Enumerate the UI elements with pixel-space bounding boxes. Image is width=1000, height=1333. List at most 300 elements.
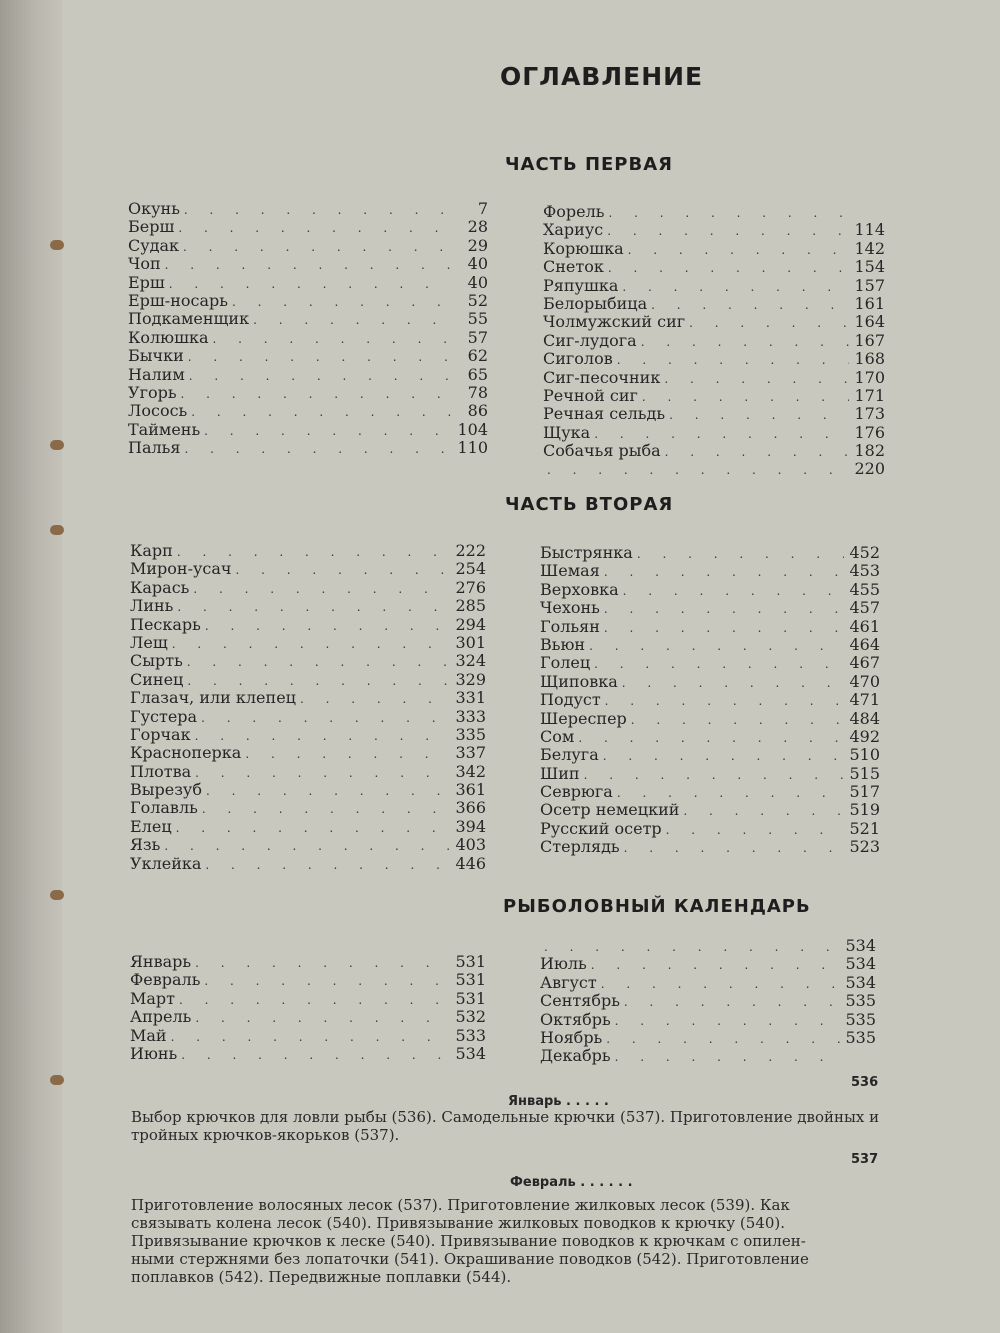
dot-leader xyxy=(611,1048,840,1066)
toc-entry xyxy=(543,295,885,313)
dot-leader xyxy=(228,293,452,311)
entry-title: Шип xyxy=(540,763,580,783)
entry-page-number: 484 xyxy=(849,708,880,728)
entry-title: Колюшка xyxy=(128,327,209,347)
entry-page-number: 515 xyxy=(849,763,880,783)
calendar-left-column xyxy=(130,953,486,1063)
entry-title: Мирон-усач xyxy=(130,559,232,579)
entry-title: Февраль xyxy=(130,970,201,990)
dot-leader xyxy=(605,204,850,222)
toc-entry xyxy=(128,237,488,255)
dot-leader xyxy=(185,367,452,385)
binding-stitch xyxy=(50,440,64,450)
entry-title: Горчак xyxy=(130,724,191,744)
entry-page-number: 110 xyxy=(457,438,488,458)
entry-title: Таймень xyxy=(128,419,201,439)
toc-entry xyxy=(540,974,876,992)
entry-title: Шереспер xyxy=(540,708,627,728)
toc-entry xyxy=(128,218,488,236)
entry-title: Бычки xyxy=(128,346,184,366)
entry-title: Подкаменщик xyxy=(128,309,250,329)
entry-page-number: 453 xyxy=(849,561,880,581)
toc-entry xyxy=(130,1008,486,1026)
entry-title: Белорыбица xyxy=(543,293,648,313)
dot-leader xyxy=(241,745,450,763)
entry-page-number: 464 xyxy=(849,634,880,654)
entry-title: Русский осетр xyxy=(540,818,662,838)
entry-page-number: 86 xyxy=(467,401,488,421)
entry-page-number: 535 xyxy=(845,991,876,1011)
binding-stitch xyxy=(50,525,64,535)
entry-title: Апрель xyxy=(130,1007,192,1027)
entry-page-number: 361 xyxy=(455,780,486,800)
toc-entry xyxy=(540,710,880,728)
part1-right-column xyxy=(543,203,885,479)
toc-entry xyxy=(128,329,488,347)
entry-title: Форель xyxy=(543,202,605,221)
dot-leader xyxy=(633,545,844,563)
toc-entry xyxy=(540,728,880,746)
entry-page-number: 222 xyxy=(455,541,486,560)
entry-page-number: 333 xyxy=(455,706,486,726)
toc-entry xyxy=(128,292,488,310)
toc-entry xyxy=(540,992,876,1010)
dot-leader xyxy=(177,385,452,403)
entry-title: Гольян xyxy=(540,616,600,636)
entry-title: Речная сельдь xyxy=(543,404,666,424)
entry-page-number: 52 xyxy=(467,290,488,310)
dot-leader xyxy=(183,653,450,671)
entry-title: Вырезуб xyxy=(130,780,202,800)
calendar-right-column xyxy=(540,937,876,1066)
toc-entry xyxy=(540,581,880,599)
toc-entry xyxy=(130,744,486,762)
toc-entry xyxy=(130,781,486,799)
entry-page-number: 7 xyxy=(477,199,488,218)
toc-entry xyxy=(540,783,880,801)
toc-entry xyxy=(130,971,486,989)
toc-entry xyxy=(130,953,486,971)
dot-leader xyxy=(600,619,844,637)
dot-leader xyxy=(202,782,450,800)
entry-title: Плотва xyxy=(130,761,192,781)
toc-entry xyxy=(130,597,486,615)
entry-title: Палья xyxy=(128,438,181,458)
entry-page-number: 335 xyxy=(455,724,486,744)
dot-leader xyxy=(619,582,844,600)
dot-leader xyxy=(177,1046,450,1064)
entry-page-number: 114 xyxy=(854,220,885,240)
toc-entry xyxy=(540,544,880,562)
entry-page-number: 534 xyxy=(845,972,876,992)
entry-title: Подуст xyxy=(540,690,601,710)
dot-leader xyxy=(200,972,450,990)
entry-title: Белуга xyxy=(540,745,599,765)
dot-leader xyxy=(191,1009,450,1027)
entry-title: Ряпушка xyxy=(543,275,619,295)
february-heading xyxy=(510,1175,633,1190)
entry-title: Стерлядь xyxy=(540,837,620,857)
toc-entry xyxy=(130,763,486,781)
toc-entry xyxy=(543,442,885,460)
toc-entry xyxy=(130,579,486,597)
entry-page-number: 324 xyxy=(455,651,486,671)
part2-left-column xyxy=(130,542,486,873)
entry-page-number: 535 xyxy=(845,1009,876,1029)
entry-title: Щука xyxy=(543,422,591,442)
part2-title: ЧАСТЬ ВТОРАЯ xyxy=(505,494,674,515)
entry-page-number: 65 xyxy=(467,364,488,384)
binding-stitch xyxy=(50,240,64,250)
entry-page-number: 168 xyxy=(854,349,885,369)
entry-page-number: 78 xyxy=(467,382,488,402)
dot-leader xyxy=(599,747,844,765)
entry-title: Синец xyxy=(130,669,184,689)
entry-title: Чолмужский сиг xyxy=(543,312,686,332)
toc-entry xyxy=(540,955,876,973)
dot-leader xyxy=(198,800,450,818)
entry-page-number: 342 xyxy=(455,761,486,781)
entry-page-number: 519 xyxy=(849,800,880,820)
entry-title: Чехонь xyxy=(540,598,600,618)
dot-leader xyxy=(168,635,450,653)
toc-entry xyxy=(540,654,880,672)
toc-entry xyxy=(540,1029,876,1047)
entry-page-number: 533 xyxy=(455,1025,486,1045)
dot-leader xyxy=(161,256,452,274)
toc-entry xyxy=(543,313,885,331)
toc-entry xyxy=(540,636,880,654)
entry-page-number: 366 xyxy=(455,798,486,818)
toc-entry xyxy=(128,255,488,273)
toc-entry xyxy=(130,836,486,854)
entry-page-number: 329 xyxy=(455,669,486,689)
february-text-line: Приготовление волосяных лесок (537). Приготовление жилковых лесок (539). Как xyxy=(131,1196,790,1214)
toc-entry xyxy=(543,424,885,442)
entry-page-number: 170 xyxy=(854,367,885,387)
dot-leader xyxy=(197,709,450,727)
toc-entry xyxy=(543,405,885,423)
entry-title: Вьюн xyxy=(540,634,586,654)
toc-entry xyxy=(543,369,885,387)
entry-page-number: 492 xyxy=(849,726,880,746)
entry-title: Ерш xyxy=(128,272,165,292)
toc-entry xyxy=(130,990,486,1008)
entry-title: Январь xyxy=(130,952,192,971)
entry-page-number: 455 xyxy=(849,579,880,599)
entry-page-number: 461 xyxy=(849,616,880,636)
toc-entry xyxy=(540,691,880,709)
entry-page-number: 285 xyxy=(455,596,486,616)
entry-page-number: 535 xyxy=(845,1027,876,1047)
toc-entry xyxy=(128,402,488,420)
dot-leader xyxy=(543,461,849,479)
dot-leader xyxy=(249,311,452,329)
entry-page-number: 28 xyxy=(467,217,488,237)
book-gutter xyxy=(0,0,62,1333)
february-text-line: поплавков (542). Передвижные поплавки (544). xyxy=(131,1268,512,1286)
part1-left-column xyxy=(128,200,488,457)
entry-page-number: 276 xyxy=(455,577,486,597)
entry-title: Август xyxy=(540,972,597,992)
february-text-line: связывать колена лесок (540). Привязывание жилковых поводков к крючку (540). xyxy=(131,1214,786,1232)
toc-entry xyxy=(543,387,885,405)
dot-leader xyxy=(191,954,450,972)
toc-entry xyxy=(128,366,488,384)
toc-entry xyxy=(540,1047,876,1065)
toc-entry xyxy=(128,310,488,328)
entry-page-number: 55 xyxy=(467,309,488,329)
entry-title: Голец xyxy=(540,653,591,673)
toc-entry xyxy=(130,634,486,652)
binding-stitch xyxy=(50,890,64,900)
entry-page-number: 29 xyxy=(467,235,488,255)
toc-entry xyxy=(130,689,486,707)
entry-page-number: 254 xyxy=(455,559,486,579)
entry-title: Щиповка xyxy=(540,671,618,691)
toc-entry xyxy=(543,203,885,221)
february-text xyxy=(131,1196,891,1286)
february-text-line: ными стержнями без лопаточки (541). Окрашивание поводков (542). Приготовление xyxy=(131,1250,809,1268)
dot-leader xyxy=(597,975,840,993)
dot-leader xyxy=(172,819,450,837)
toc-entry xyxy=(540,801,880,819)
dot-leader xyxy=(209,330,452,348)
entry-page-number: 171 xyxy=(854,385,885,405)
dot-leader: . . . . . xyxy=(561,1094,609,1109)
dot-leader xyxy=(637,333,849,351)
dot-leader xyxy=(201,617,450,635)
toc-entry xyxy=(130,1027,486,1045)
entry-title: Ерш-носарь xyxy=(128,290,228,310)
entry-title: Уклейка xyxy=(130,853,202,873)
toc-entry xyxy=(543,332,885,350)
entry-title: Судак xyxy=(128,235,180,255)
entry-page-number: 510 xyxy=(849,745,880,765)
entry-title: Карп xyxy=(130,541,173,560)
entry-title: Сом xyxy=(540,726,575,746)
entry-page-number: 62 xyxy=(467,346,488,366)
entry-title: Пескарь xyxy=(130,614,201,634)
entry-title: Хариус xyxy=(543,220,604,240)
entry-page-number: 40 xyxy=(467,272,488,292)
entry-page-number: 154 xyxy=(854,257,885,277)
dot-leader xyxy=(660,370,849,388)
dot-leader xyxy=(590,655,844,673)
toc-entry xyxy=(540,618,880,636)
entry-title: Сиголов xyxy=(543,349,613,369)
dot-leader xyxy=(620,839,844,857)
toc-entry xyxy=(130,560,486,578)
dot-leader xyxy=(174,219,452,237)
dot-leader xyxy=(201,856,450,874)
dot-leader xyxy=(600,563,844,581)
toc-entry xyxy=(543,277,885,295)
entry-page-number: 531 xyxy=(455,970,486,990)
toc-entry xyxy=(543,221,885,239)
toc-entry xyxy=(543,460,885,478)
entry-title: Июль xyxy=(540,954,587,974)
toc-entry xyxy=(128,384,488,402)
entry-title: Севрюга xyxy=(540,782,613,802)
entry-page-number: 403 xyxy=(455,835,486,855)
entry-page-number: 294 xyxy=(455,614,486,634)
toc-entry xyxy=(130,855,486,873)
calendar-title: РЫБОЛОВНЫЙ КАЛЕНДАРЬ xyxy=(503,896,811,917)
entry-title: Сентябрь xyxy=(540,991,620,1011)
entry-page-number: 173 xyxy=(854,404,885,424)
entry-page-number: 523 xyxy=(849,837,880,857)
toc-entry xyxy=(128,200,488,218)
entry-page-number: 534 xyxy=(845,936,876,955)
dot-leader xyxy=(685,314,849,332)
entry-title: Красноперка xyxy=(130,743,242,763)
dot-leader xyxy=(620,993,840,1011)
entry-page-number: 167 xyxy=(854,330,885,350)
entry-page-number: 534 xyxy=(845,954,876,974)
toc-entry xyxy=(543,350,885,368)
dot-leader xyxy=(602,1030,840,1048)
entry-title: Сиг-лудога xyxy=(543,330,637,350)
toc-entry xyxy=(540,765,880,783)
toc-entry xyxy=(540,562,880,580)
entry-title: Налим xyxy=(128,364,185,384)
toc-entry xyxy=(128,347,488,365)
part1-title: ЧАСТЬ ПЕРВАЯ xyxy=(505,154,674,175)
entry-title: Осетр немецкий xyxy=(540,800,680,820)
entry-title: Глазач, или клепец xyxy=(130,688,296,708)
entry-title: Язь xyxy=(130,835,161,855)
dot-leader xyxy=(580,766,844,784)
entry-page-number: 176 xyxy=(854,422,885,442)
toc-entry xyxy=(128,274,488,292)
toc-entry xyxy=(130,1045,486,1063)
dot-leader xyxy=(601,692,844,710)
entry-title: Лосось xyxy=(128,401,188,421)
entry-page-number: 521 xyxy=(849,818,880,838)
entry-title: Окунь xyxy=(128,199,180,218)
dot-leader xyxy=(627,711,844,729)
entry-page-number: 220 xyxy=(854,459,885,479)
entry-page-number: 446 xyxy=(455,853,486,873)
dot-leader xyxy=(613,351,849,369)
dot-leader xyxy=(180,440,452,458)
entry-page-number: 531 xyxy=(455,988,486,1008)
dot-leader xyxy=(179,238,452,256)
toc-entry xyxy=(130,652,486,670)
dot-leader xyxy=(679,802,844,820)
entry-page-number: 471 xyxy=(849,690,880,710)
toc-entry xyxy=(130,799,486,817)
entry-title: Корюшка xyxy=(543,238,624,258)
dot-leader xyxy=(231,561,450,579)
dot-leader xyxy=(167,1028,450,1046)
january-text: Выбор крючков для ловли рыбы (536). Самодельные крючки (537). Приготовление двойных и тройных крючков-якорьков (537). xyxy=(131,1108,880,1144)
dot-leader xyxy=(618,278,849,296)
dot-leader xyxy=(296,690,450,708)
dot-leader xyxy=(187,403,452,421)
entry-title: Карась xyxy=(130,577,190,597)
entry-title: Май xyxy=(130,1025,167,1045)
entry-title: Густера xyxy=(130,706,198,726)
entry-page-number: 534 xyxy=(455,1043,486,1063)
dot-leader xyxy=(600,600,844,618)
entry-title: Июнь xyxy=(130,1043,178,1063)
toc-entry xyxy=(130,708,486,726)
january-heading-label: Январь xyxy=(508,1094,562,1109)
entry-page-number: 452 xyxy=(849,543,880,562)
dot-leader xyxy=(638,388,849,406)
dot-leader xyxy=(661,443,849,461)
toc-entry xyxy=(540,599,880,617)
entry-title: Голавль xyxy=(130,798,198,818)
entry-title: Собачья рыба xyxy=(543,441,661,461)
dot-leader xyxy=(587,956,840,974)
dot-leader xyxy=(624,241,849,259)
january-page-number: 536 xyxy=(851,1075,879,1090)
toc-entry xyxy=(130,818,486,836)
binding-stitch xyxy=(50,1075,64,1085)
entry-title: Елец xyxy=(130,816,172,836)
entry-page-number: 467 xyxy=(849,653,880,673)
dot-leader xyxy=(180,201,452,219)
entry-title: Лещ xyxy=(130,632,168,652)
entry-page-number: 104 xyxy=(457,419,488,439)
toc-entry xyxy=(540,746,880,764)
entry-page-number: 161 xyxy=(854,293,885,313)
dot-leader xyxy=(160,837,450,855)
entry-page-number: 182 xyxy=(854,441,885,461)
entry-title: Шемая xyxy=(540,561,600,581)
toc-entry xyxy=(540,820,880,838)
entry-page-number: 331 xyxy=(455,688,486,708)
entry-title: Речной сиг xyxy=(543,385,638,405)
toc-entry xyxy=(540,673,880,691)
entry-page-number: 164 xyxy=(854,312,885,332)
entry-title: Верховка xyxy=(540,579,619,599)
part2-right-column xyxy=(540,544,880,857)
entry-title: Сиг-песочник xyxy=(543,367,661,387)
entry-title: Берш xyxy=(128,217,175,237)
entry-page-number: 337 xyxy=(455,743,486,763)
entry-page-number: 40 xyxy=(467,254,488,274)
dot-leader xyxy=(603,222,849,240)
dot-leader xyxy=(574,729,844,747)
dot-leader xyxy=(618,674,844,692)
entry-title: Ноябрь xyxy=(540,1027,603,1047)
entry-title: Быстрянка xyxy=(540,543,633,562)
january-heading xyxy=(508,1094,609,1109)
entry-title: Сырть xyxy=(130,651,183,671)
entry-page-number: 394 xyxy=(455,816,486,836)
entry-title: Октябрь xyxy=(540,1009,611,1029)
dot-leader xyxy=(611,1012,840,1030)
entry-title: Угорь xyxy=(128,382,177,402)
toc-entry xyxy=(130,542,486,560)
toc-entry xyxy=(130,726,486,744)
february-page-number: 537 xyxy=(851,1152,879,1167)
entry-page-number: 470 xyxy=(849,671,880,691)
toc-entry xyxy=(130,671,486,689)
entry-page-number: 532 xyxy=(455,1007,486,1027)
entry-title: Декабрь xyxy=(540,1046,611,1066)
entry-title: Линь xyxy=(130,596,174,616)
february-text-line: Привязывание крючков к леске (540). Привязывание поводков к крючкам с опилен- xyxy=(131,1232,806,1250)
entry-page-number: 157 xyxy=(854,275,885,295)
dot-leader xyxy=(585,637,844,655)
dot-leader xyxy=(665,406,849,424)
dot-leader xyxy=(200,422,452,440)
